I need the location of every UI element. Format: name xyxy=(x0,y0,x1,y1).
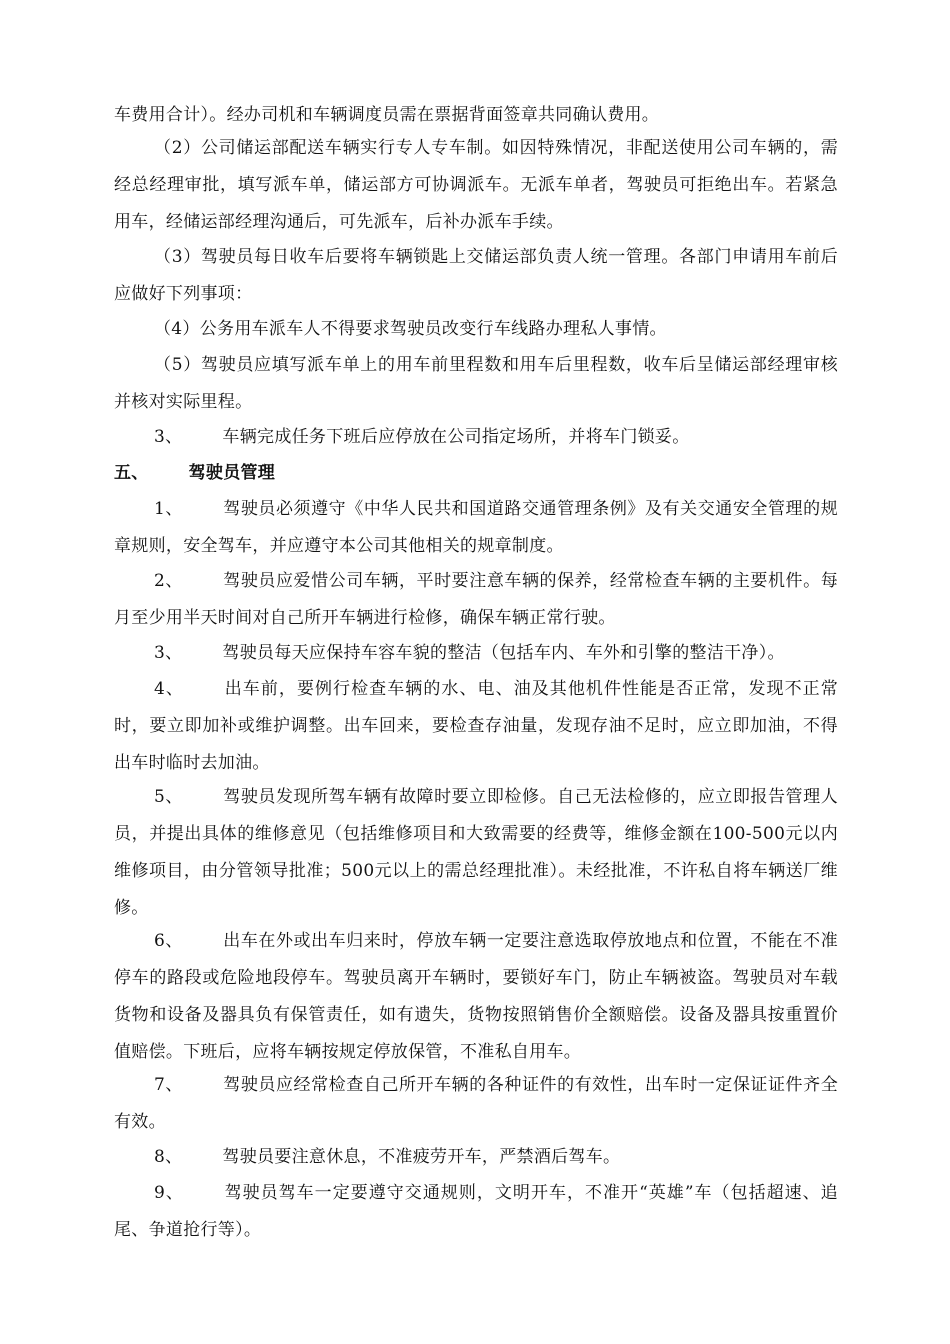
paragraph-numbered-3b xyxy=(114,635,838,672)
paragraph-numbered-5 xyxy=(114,779,838,927)
paragraph-text: 车费用合计）。经办司机和车辆调度员需在票据背面签章共同确认费用。 xyxy=(114,105,660,125)
paragraph-text: 驾驶员应爱惜公司车辆，平时要注意车辆的保养，经常检查车辆的主要机件。每月至少用半天时间对自己所开车辆进行检修，确保车辆正常行驶。 xyxy=(114,571,839,628)
item-number: 8、 xyxy=(154,1147,183,1167)
paragraph-item-3 xyxy=(114,239,838,313)
paragraph-continuation xyxy=(114,97,838,134)
paragraph-numbered-4 xyxy=(114,671,838,782)
paragraph-text: 出车在外或出车归来时，停放车辆一定要注意选取停放地点和位置，不能在不准停车的路段或危险地段停车。驾驶员离开车辆时，要锁好车门，防止车辆被盗。驾驶员对车载货物和设备及器具负有保管责任，如有遗失，货物按照销售价全额赔偿。设备及器具按重置价值赔偿。下班后，应将车辆按规定停放保管，不准私自用车。 xyxy=(114,931,839,1062)
paragraph-numbered-8 xyxy=(114,1139,838,1176)
paragraph-text: 驾驶员发现所驾车辆有故障时要立即检修。自己无法检修的，应立即报告管理人员，并提出具体的维修意见（包括维修项目和大致需要的经费等，维修金额在100-500元以内维修项目，由分管领导批准；500元以上的需总经理批准）。未经批准，不许私自将车辆送厂维修。 xyxy=(114,787,839,918)
paragraph-numbered-1 xyxy=(114,491,838,565)
item-number: 6、 xyxy=(154,931,183,951)
item-number: 1、 xyxy=(154,499,183,519)
section-heading xyxy=(114,455,838,492)
item-number: 3、 xyxy=(154,427,183,447)
paragraph-numbered-9 xyxy=(114,1175,838,1249)
paragraph-text: （4）公务用车派车人不得要求驾驶员改变行车线路办理私人事情。 xyxy=(154,319,667,339)
paragraph-text: 驾驶员每天应保持车容车貌的整洁（包括车内、车外和引擎的整洁干净）。 xyxy=(222,643,785,663)
paragraph-text: 车辆完成任务下班后应停放在公司指定场所，并将车门锁妥。 xyxy=(222,427,690,447)
item-number: 2、 xyxy=(154,571,183,591)
item-number: 9、 xyxy=(154,1183,184,1203)
paragraph-text: 驾驶员驾车一定要遵守交通规则，文明开车，不准开“英雄”车（包括超速、追尾、争道抢行等）。 xyxy=(114,1183,838,1240)
item-number: 7、 xyxy=(154,1075,183,1095)
paragraph-text: 出车前，要例行检查车辆的水、电、油及其他机件性能是否正常，发现不正常时，要立即加补或维护调整。出车回来，要检查存油量，发现存油不足时，应立即加油，不得出车时临时去加油。 xyxy=(114,679,838,773)
paragraph-item-2 xyxy=(114,130,838,241)
paragraph-text: （3）驾驶员每日收车后要将车辆锁匙上交储运部负责人统一管理。各部门申请用车前后应做好下列事项： xyxy=(114,247,838,304)
paragraph-text: 驾驶员必须遵守《中华人民共和国道路交通管理条例》及有关交通安全管理的规章规则，安全驾车，并应遵守本公司其他相关的规章制度。 xyxy=(114,499,839,556)
paragraph-text: （5）驾驶员应填写派车单上的用车前里程数和用车后里程数，收车后呈储运部经理审核并核对实际里程。 xyxy=(114,355,838,412)
paragraph-text: 驾驶员要注意休息，不准疲劳开车，严禁酒后驾车。 xyxy=(222,1147,621,1167)
paragraph-numbered-2 xyxy=(114,563,838,637)
paragraph-text: （2）公司储运部配送车辆实行专人专车制。如因特殊情况，非配送使用公司车辆的，需经总经理审批，填写派车单，储运部方可协调派车。无派车单者，驾驶员可拒绝出车。若紧急用车，经储运部经理沟通后，可先派车，后补办派车手续。 xyxy=(114,138,838,232)
paragraph-numbered-7 xyxy=(114,1067,838,1141)
section-number: 五、 xyxy=(114,463,149,483)
item-number: 4、 xyxy=(154,679,184,699)
paragraph-item-4 xyxy=(114,311,838,348)
paragraph-item-5 xyxy=(114,347,838,421)
section-title: 驾驶员管理 xyxy=(188,463,276,483)
paragraph-numbered-3 xyxy=(114,419,838,456)
paragraph-text: 驾驶员应经常检查自己所开车辆的各种证件的有效性，出车时一定保证证件齐全有效。 xyxy=(114,1075,839,1132)
paragraph-numbered-6 xyxy=(114,923,838,1071)
item-number: 5、 xyxy=(154,787,183,807)
item-number: 3、 xyxy=(154,643,183,663)
